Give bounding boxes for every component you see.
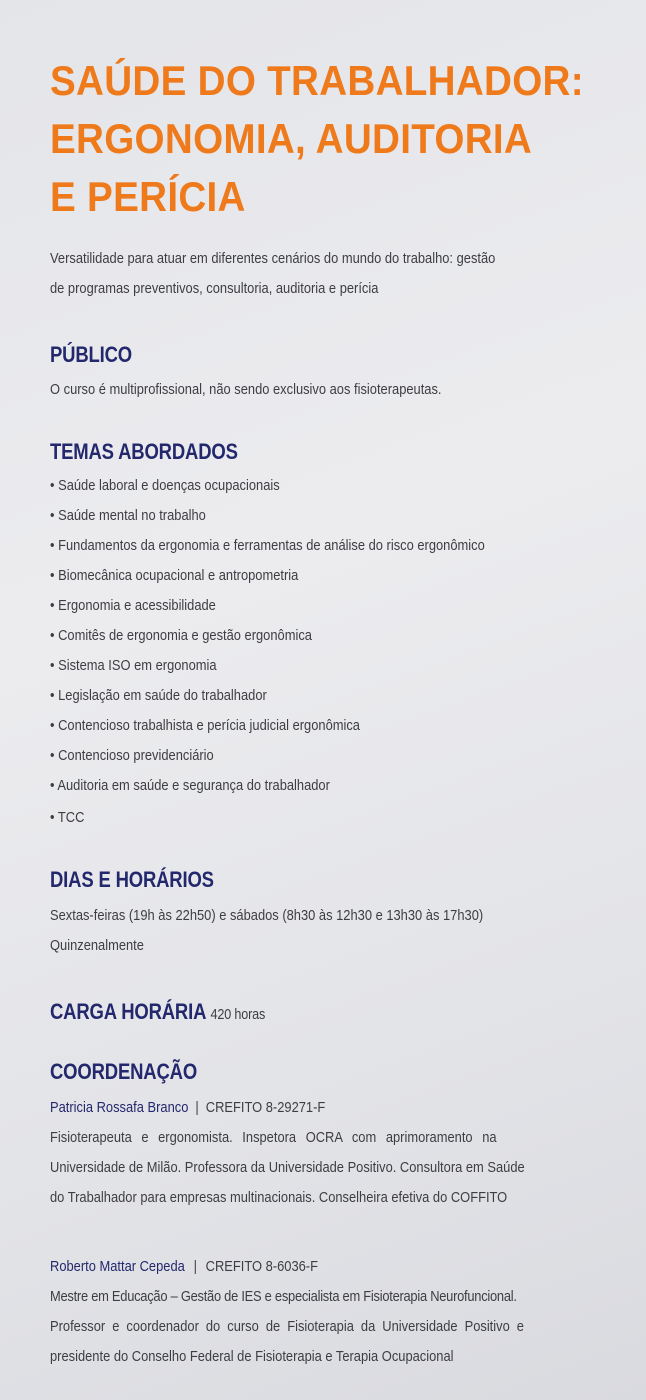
temas-list — [50, 471, 610, 833]
coordinator-2 — [50, 1252, 600, 1372]
coordinator-1-crefito: CREFITO 8-29271-F — [205, 1099, 326, 1116]
list-item-text: • Legislação em saúde do trabalhador — [50, 687, 267, 704]
dias-text — [50, 901, 600, 961]
coordinator-1-bio-line-2: Universidade de Milão. Professora da Universidade Positivo. Consultora em Saúde — [50, 1159, 525, 1176]
coordinator-1-name: Patricia Rossafa Branco — [50, 1099, 189, 1116]
coordinator-1-title — [50, 1093, 523, 1123]
coordinator-2-title — [50, 1252, 523, 1282]
list-item-text: • Sistema ISO em ergonomia — [50, 657, 217, 674]
coordinator-2-crefito: CREFITO 8-6036-F — [205, 1258, 318, 1275]
coordinator-2-separator: | — [193, 1258, 197, 1275]
list-item — [50, 561, 610, 591]
coordinator-2-bio-line-2: Professor e coordenador do curso de Fisioterapia da Universidade Positivo e — [50, 1318, 524, 1335]
coordinator-1-separator: | — [195, 1099, 199, 1116]
list-item — [50, 741, 610, 771]
list-item-text: • Auditoria em saúde e segurança do trabalhador — [50, 777, 330, 794]
list-item-text: • Comitês de ergonomia e gestão ergonômica — [50, 627, 312, 644]
list-item-text: • Biomecânica ocupacional e antropometria — [50, 567, 299, 584]
temas-heading: TEMAS ABORDADOS — [50, 439, 238, 464]
list-item — [50, 711, 610, 741]
list-item — [50, 501, 610, 531]
list-item — [50, 651, 610, 681]
publico-heading: PÚBLICO — [50, 342, 132, 367]
coordinator-1-bio-line-3: do Trabalhador para empresas multinacionais. Conselheira efetiva do COFFITO — [50, 1189, 508, 1206]
list-item — [50, 803, 610, 833]
list-item — [50, 771, 610, 801]
coordinator-1 — [50, 1093, 600, 1213]
list-item — [50, 471, 610, 501]
title-line-2: ERGONOMIA, AUDITORIA — [50, 115, 533, 162]
coordinator-1-bio-line-1: Fisioterapeuta e ergonomista. Inspetora OCRA com aprimoramento na — [50, 1129, 497, 1146]
list-item-text: • Fundamentos da ergonomia e ferramentas de análise do risco ergonômico — [50, 537, 485, 554]
carga-value: 420 horas — [210, 1006, 266, 1023]
list-item-text: • TCC — [50, 809, 85, 826]
coordenacao-heading: COORDENAÇÃO — [50, 1059, 198, 1084]
publico-text-line: O curso é multiprofissional, não sendo exclusivo aos fisioterapeutas. — [50, 381, 442, 398]
list-item — [50, 591, 610, 621]
coordinator-2-name: Roberto Mattar Cepeda — [50, 1258, 185, 1275]
intro-text — [50, 244, 600, 304]
intro-line-2: de programas preventivos, consultoria, auditoria e perícia — [50, 280, 379, 297]
list-item — [50, 681, 610, 711]
dias-heading: DIAS E HORÁRIOS — [50, 867, 214, 892]
coordinator-2-bio-line-3: presidente do Conselho Federal de Fisioterapia e Terapia Ocupacional — [50, 1348, 454, 1365]
coordinator-2-bio-line-1: Mestre em Educação – Gestão de IES e especialista em Fisioterapia Neurofuncional. — [50, 1288, 517, 1305]
title-line-3: E PERÍCIA — [50, 173, 246, 220]
list-item-text: • Saúde laboral e doenças ocupacionais — [50, 477, 280, 494]
list-item-text: • Ergonomia e acessibilidade — [50, 597, 216, 614]
dias-line-1: Sextas-feiras (19h às 22h50) e sábados (8h30 às 12h30 e 13h30 às 17h30) — [50, 907, 484, 924]
publico-text — [50, 375, 600, 405]
title-line-1: SAÚDE DO TRABALHADOR: — [50, 57, 584, 104]
list-item-text: • Contencioso previdenciário — [50, 747, 214, 764]
page-title — [50, 52, 584, 226]
dias-line-2: Quinzenalmente — [50, 937, 144, 954]
list-item — [50, 621, 610, 651]
carga-heading: CARGA HORÁRIA — [50, 999, 206, 1024]
intro-line-1: Versatilidade para atuar em diferentes cenários do mundo do trabalho: gestão — [50, 250, 496, 267]
carga-row — [50, 997, 265, 1030]
list-item — [50, 531, 610, 561]
list-item-text: • Saúde mental no trabalho — [50, 507, 206, 524]
list-item-text: • Contencioso trabalhista e perícia judicial ergonômica — [50, 717, 360, 734]
